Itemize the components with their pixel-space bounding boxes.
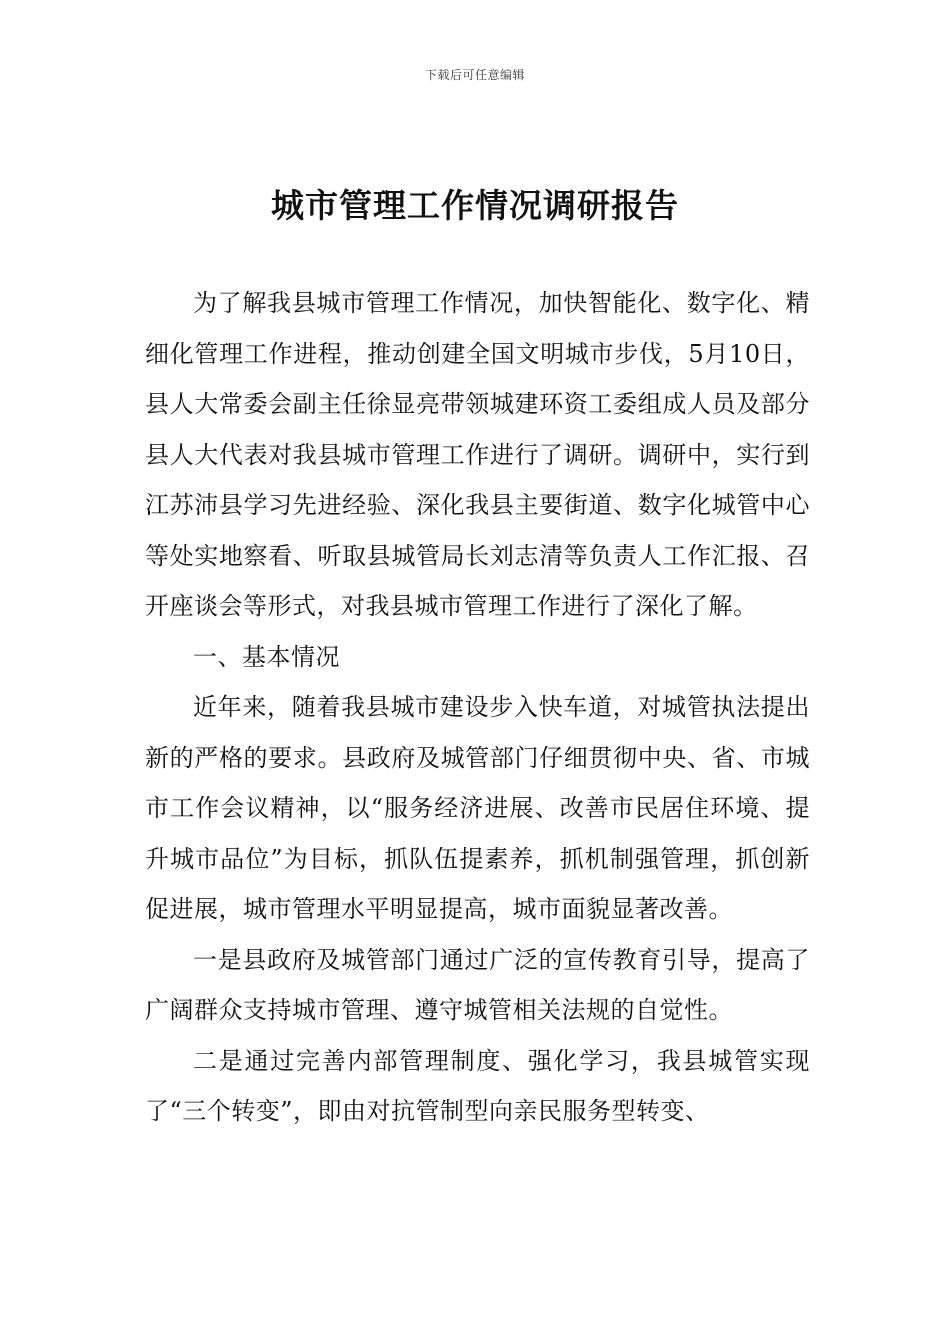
header-note: 下载后可任意编辑 — [424, 68, 525, 82]
document-title: 城市管理工作情况调研报告 — [271, 186, 679, 225]
paragraph-intro: 为了解我县城市管理工作情况，加快智能化、数字化、精细化管理工作进程，推动创建全国文明城市步伐，5月10日，县人大常委会副主任徐显亮带领城建环资工委组成人员及部分县人大代表对我县城市管理工作进行了调研。调研中，实行到江苏沛县学习先进经验、深化我县主要街道、数字化城管中心等处实地察看、听取县城管局长刘志清等负责人工作汇报、召开座谈会等形式，对我县城市管理工作进行了深化了解。 — [145, 289, 810, 620]
paragraph-point-one: 一是县政府及城管部门通过广泛的宣传教育引导，提高了广阔群众支持城市管理、遵守城管相关法规的自觉性。 — [145, 945, 810, 1024]
paragraph-point-two: 二是通过完善内部管理制度、强化学习，我县城管实现了“三个转变”，即由对抗管制型向亲民服务型转变、 — [145, 1046, 810, 1125]
paragraph-recent-years: 近年来，随着我县城市建设步入快车道，对城管执法提出新的严格的要求。县政府及城管部门仔细贯彻中央、省、市城市工作会议精神，以“服务经济进展、改善市民居住环境、提升城市品位”为目标，抓队伍提素养，抓机制强管理，抓创新促进展，城市管理水平明显提高，城市面貌显著改善。 — [145, 693, 810, 923]
document-body — [145, 278, 810, 1137]
section-heading-basic-situation: 一、基本情况 — [193, 642, 340, 671]
